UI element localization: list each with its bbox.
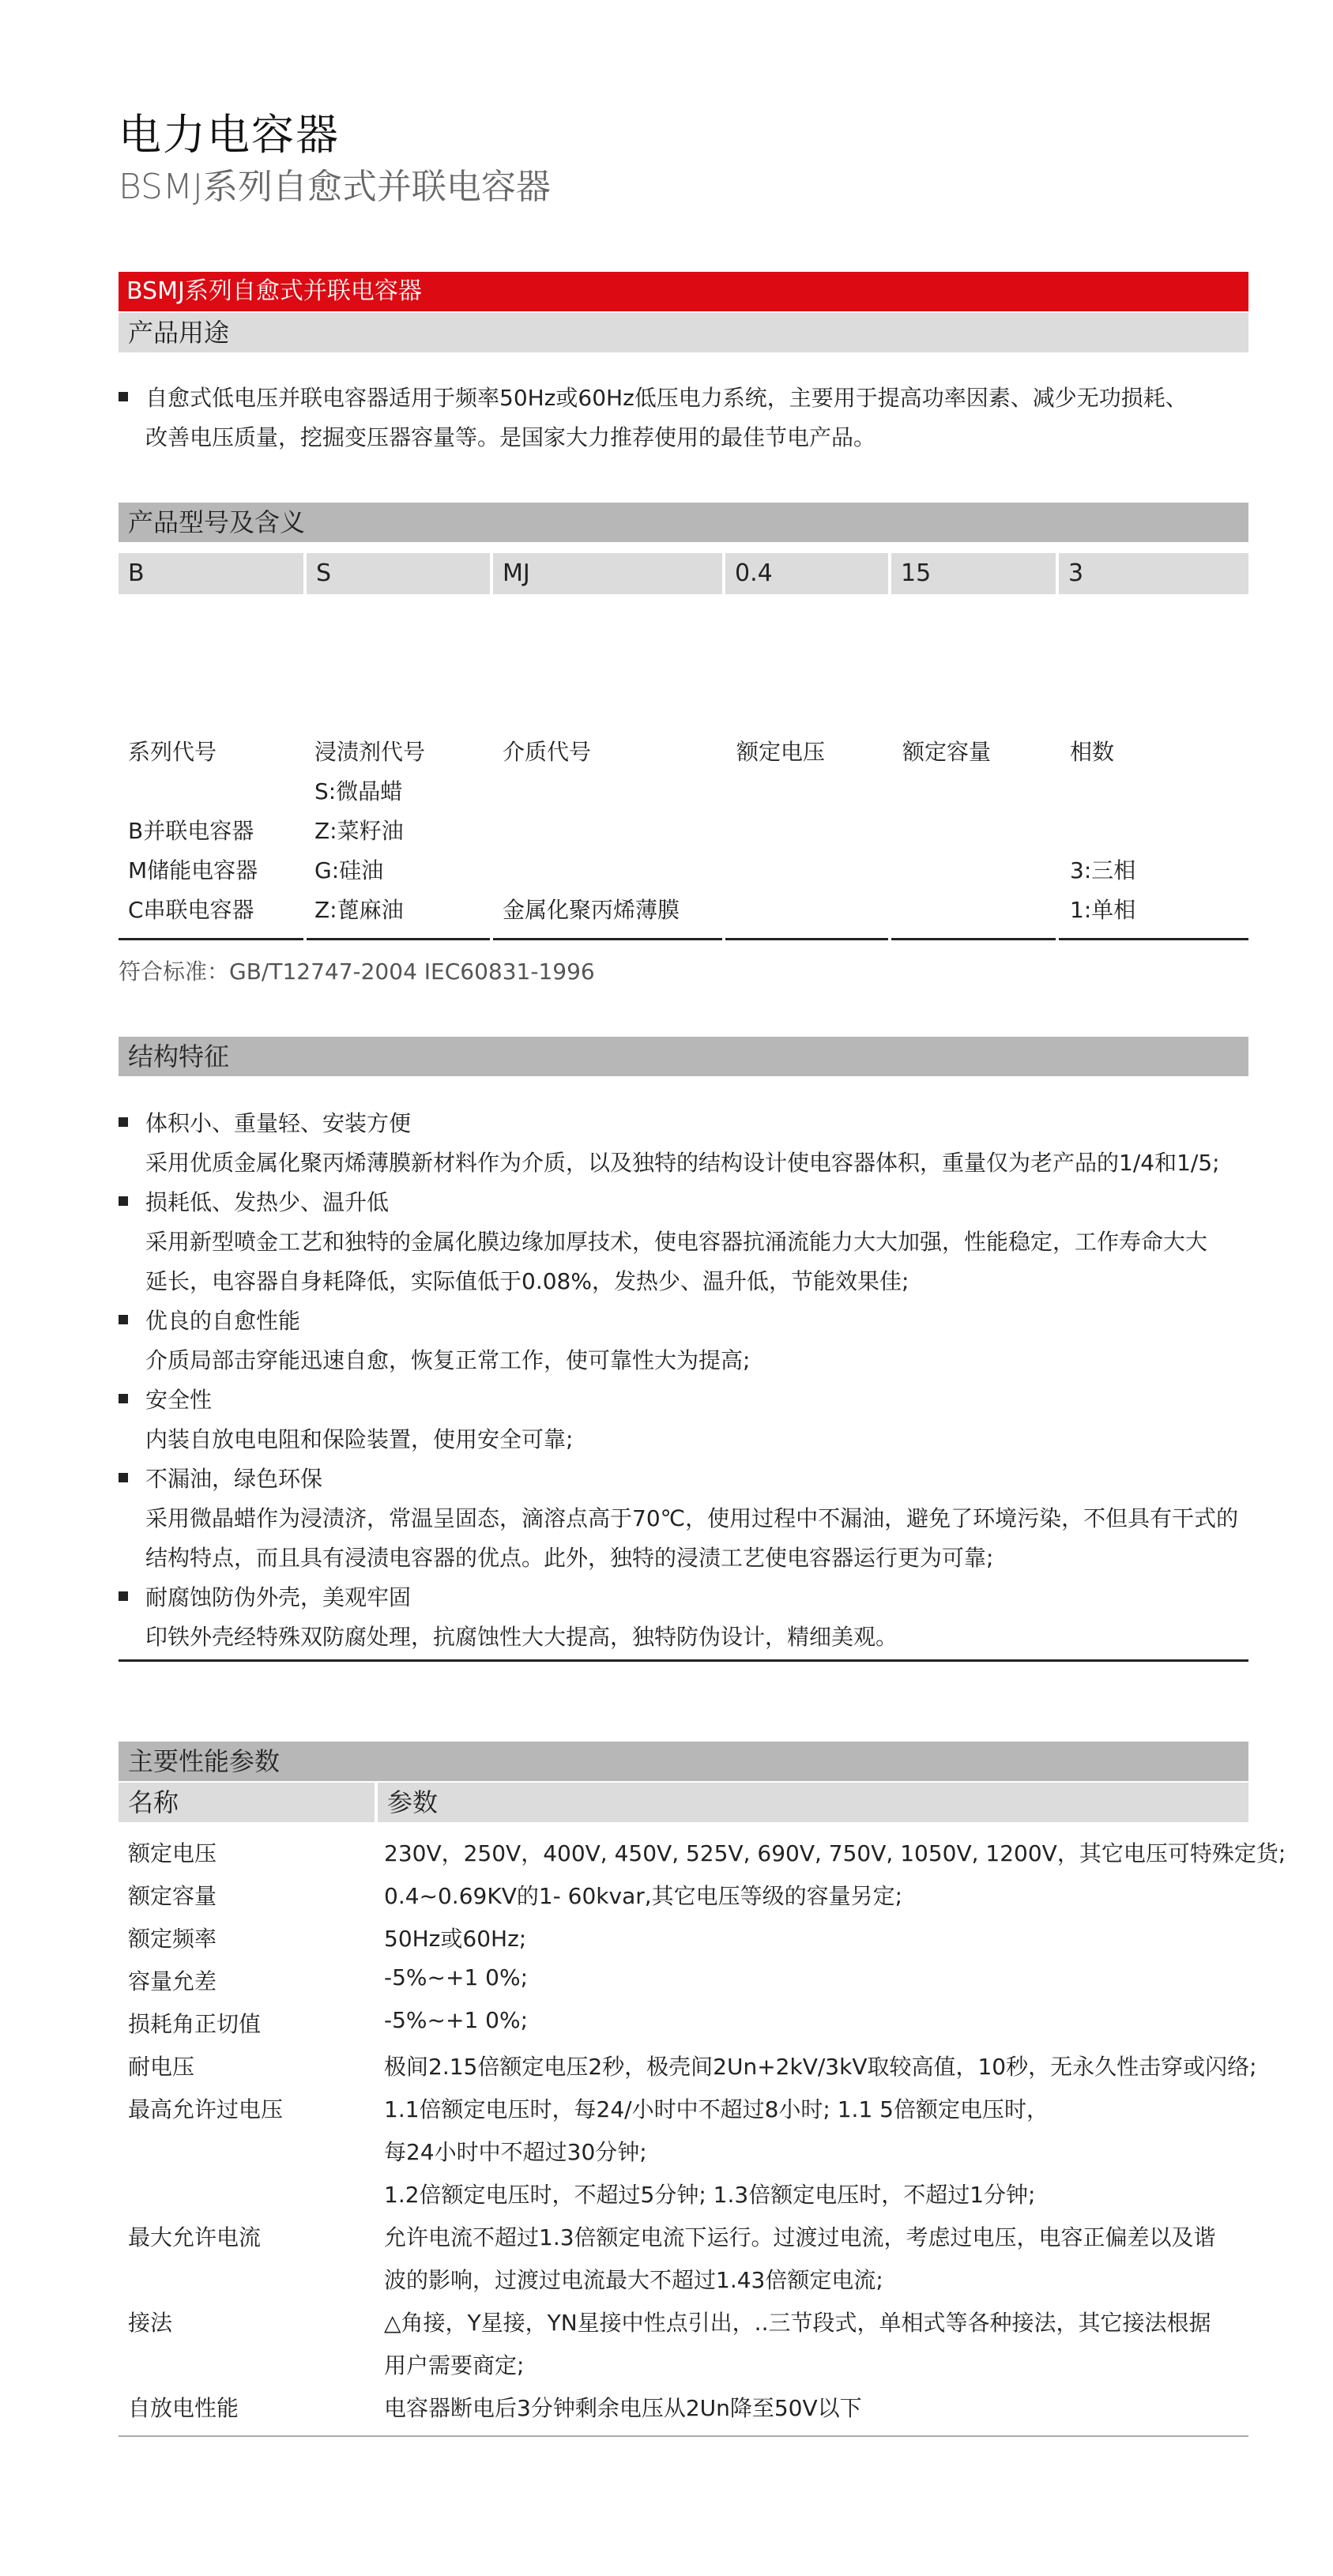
feature-desc: 结构特点，而且具有浸渍电容器的优点。此外，独特的浸渍工艺使电容器运行更为可靠;	[145, 1545, 994, 1571]
features-divider	[119, 1659, 1248, 1662]
param-name: 额定电压	[128, 1840, 217, 1866]
param-value: 1.2倍额定电压时，不超过5分钟; 1.3倍额定电压时，不超过1分钟;	[384, 2182, 1036, 2208]
model-column-label: 浸渍剂代号	[314, 739, 426, 765]
model-column-label: 系列代号	[128, 739, 217, 765]
model-column-label: 额定电压	[736, 739, 826, 765]
usage-text-line-1: 自愈式低电压并联电容器适用于频率50Hz或60Hz低压电力系统，主要用于提高功率因素、减少无功损耗、	[145, 385, 1188, 411]
feature-title: 优良的自愈性能	[145, 1308, 301, 1334]
model-item: 金属化聚丙烯薄膜	[503, 897, 680, 923]
param-name: 耐电压	[128, 2054, 195, 2080]
bullet-icon	[119, 1196, 128, 1206]
bullet-icon	[119, 392, 128, 401]
model-code-cell: S	[307, 553, 490, 594]
feature-title: 不漏油，绿色环保	[145, 1466, 323, 1492]
param-name: 最高允许过电压	[128, 2096, 284, 2122]
bullet-icon	[119, 1117, 128, 1127]
column-divider	[493, 938, 722, 940]
model-code-cell: 0.4	[725, 553, 888, 594]
feature-desc: 采用微晶蜡作为浸渍济，常温呈固态，滴溶点高于70℃，使用过程中不漏油，避免了环境污染，不但具有干式的	[145, 1505, 1239, 1531]
param-value: 电容器断电后3分钟剩余电压从2Un降至50V以下	[384, 2395, 862, 2421]
feature-desc: 采用新型喷金工艺和独特的金属化膜边缘加厚技术，使电容器抗涌流能力大大加强，性能稳定，工作寿命大大	[145, 1229, 1208, 1255]
param-name: 损耗角正切值	[128, 2011, 262, 2037]
param-value: 用户需要商定;	[384, 2352, 525, 2378]
param-value: 每24小时中不超过30分钟;	[384, 2139, 647, 2165]
param-value: -5%~+1 0%;	[384, 1964, 529, 1990]
column-divider	[1059, 938, 1248, 940]
model-code-cell: 3	[1059, 553, 1248, 594]
param-value: 230V，250V，400V, 450V, 525V, 690V, 750V, 1050V, 1200V，其它电压可特殊定货;	[384, 1840, 1286, 1866]
model-item: G:硅油	[314, 857, 384, 883]
usage-text-line-2: 改善电压质量，挖掘变压器容量等。是国家大力推荐使用的最佳节电产品。	[145, 424, 876, 450]
feature-desc: 印铁外壳经特殊双防腐处理，抗腐蚀性大大提高，独特防伪设计，精细美观。	[145, 1624, 898, 1650]
model-heading: 产品型号及含义	[119, 503, 1248, 542]
param-value: 极间2.15倍额定电压2秒，极壳间2Un+2kV/3kV取较高值，10秒，无永久性击穿或闪络;	[384, 2054, 1257, 2080]
model-item: 1:单相	[1070, 897, 1136, 923]
param-value: -5%~+1 0%;	[384, 2007, 529, 2033]
bullet-icon	[119, 1394, 128, 1403]
param-value: △角接，Y星接，YN星接中性点引出，..三节段式，单相式等各种接法，其它接法根据	[384, 2310, 1211, 2336]
bullet-icon	[119, 1473, 128, 1482]
model-column-label: 额定容量	[902, 739, 992, 765]
params-divider	[119, 2435, 1248, 2437]
feature-title: 安全性	[145, 1387, 213, 1413]
model-item: Z:菜籽油	[314, 818, 404, 844]
param-name: 额定容量	[128, 1883, 217, 1909]
param-value: 1.1倍额定电压时，每24/小时中不超过8小时; 1.1 5倍额定电压时，	[384, 2096, 1049, 2122]
column-divider	[119, 938, 303, 940]
params-heading: 主要性能参数	[119, 1742, 1248, 1781]
param-value: 50Hz或60Hz;	[384, 1926, 527, 1952]
standard-text: 符合标准：GB/T12747-2004 IEC60831-1996	[119, 958, 595, 985]
model-column-label: 介质代号	[503, 739, 592, 765]
usage-heading: 产品用途	[119, 313, 1248, 352]
feature-title: 体积小、重量轻、安装方便	[145, 1110, 412, 1136]
feature-desc: 内装自放电电阻和保险装置，使用安全可靠;	[145, 1426, 574, 1452]
page-title: 电力电容器	[119, 110, 340, 160]
model-code-cell: B	[119, 553, 303, 594]
model-code-cell: 15	[891, 553, 1056, 594]
model-column-label: 相数	[1070, 739, 1115, 765]
bullet-icon	[119, 1591, 128, 1601]
param-name: 容量允差	[128, 1968, 217, 1994]
model-item: 3:三相	[1070, 857, 1136, 883]
feature-desc: 介质局部击穿能迅速自愈，恢复正常工作，使可靠性大为提高;	[145, 1347, 751, 1373]
params-col-name: 名称	[119, 1783, 375, 1822]
param-name: 额定频率	[128, 1926, 217, 1952]
section-banner: BSMJ系列自愈式并联电容器	[119, 272, 1248, 311]
bullet-icon	[119, 1315, 128, 1324]
model-item: B并联电容器	[128, 818, 254, 844]
param-name: 接法	[128, 2310, 173, 2336]
features-heading: 结构特征	[119, 1037, 1248, 1076]
model-item: M储能电容器	[128, 857, 258, 883]
model-code-cell: MJ	[493, 553, 722, 594]
param-value: 波的影响，过渡过电流最大不超过1.43倍额定电流;	[384, 2267, 883, 2293]
feature-desc: 采用优质金属化聚丙烯薄膜新材料作为介质，以及独特的结构设计使电容器体积，重量仅为老产品的1/4和1/5;	[145, 1150, 1220, 1176]
feature-desc: 延长，电容器自身耗降低，实际值低于0.08%，发热少、温升低，节能效果佳;	[145, 1268, 909, 1294]
param-name: 自放电性能	[128, 2395, 239, 2421]
column-divider	[307, 938, 490, 940]
page-subtitle: BSMJ系列自愈式并联电容器	[119, 167, 551, 207]
model-item: S:微晶蜡	[314, 778, 403, 804]
params-col-value: 参数	[378, 1783, 1248, 1822]
param-value: 0.4~0.69KV的1- 60kvar,其它电压等级的容量另定;	[384, 1883, 903, 1909]
column-divider	[725, 938, 888, 940]
model-item: C串联电容器	[128, 897, 254, 923]
feature-title: 耐腐蚀防伪外壳，美观牢固	[145, 1584, 412, 1610]
model-item: Z:蓖麻油	[314, 897, 404, 923]
column-divider	[891, 938, 1056, 940]
param-value: 允许电流不超过1.3倍额定电流下运行。过渡过电流，考虑过电压，电容正偏差以及谐	[384, 2224, 1216, 2250]
param-name: 最大允许电流	[128, 2224, 262, 2250]
feature-title: 损耗低、发热少、温升低	[145, 1189, 390, 1215]
